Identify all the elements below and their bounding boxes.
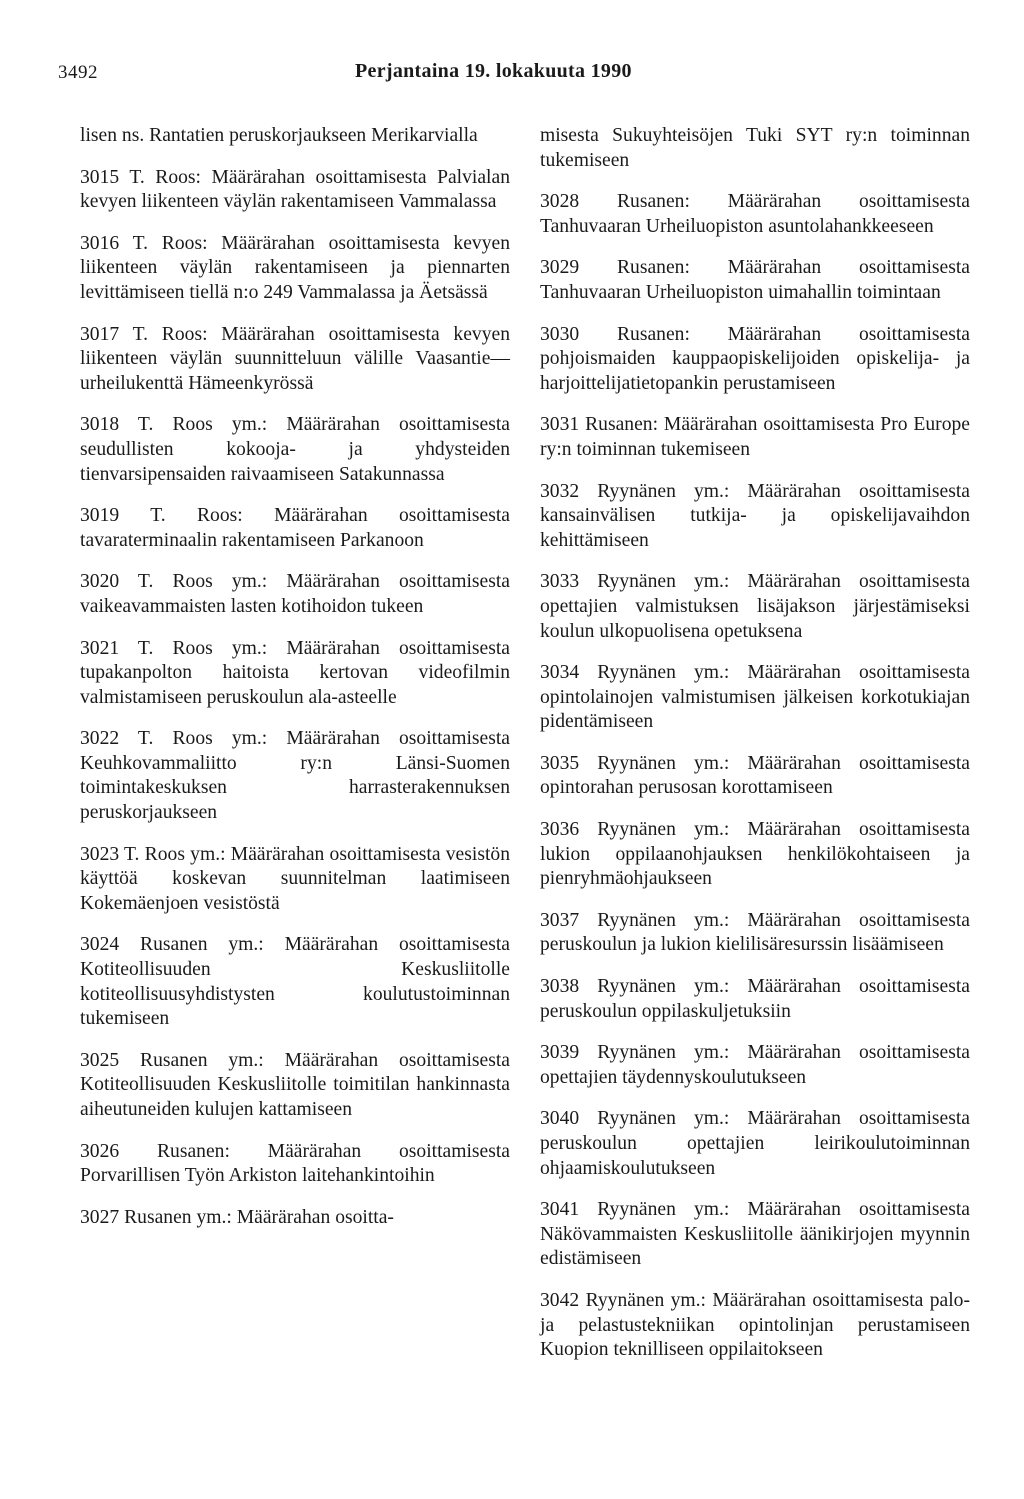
- motion-entry: lisen ns. Rantatien peruskorjaukseen Merikarvialla: [80, 125, 478, 146]
- motion-entry: 3018 T. Roos ym.: Määrärahan osoittamisesta seudullisten kokooja- ja yhdysteiden tienvarsipensaiden raivaamiseen Satakunnassa: [80, 414, 510, 485]
- left-column: [80, 124, 510, 1230]
- motion-entry: 3020 T. Roos ym.: Määrärahan osoittamisesta vaikeavammaisten lasten kotihoidon tukeen: [80, 571, 510, 617]
- motion-entry: 3035 Ryynänen ym.: Määrärahan osoittamisesta opintorahan perusosan korottamiseen: [540, 752, 970, 799]
- running-title: Perjantaina 19. lokakuuta 1990: [355, 60, 632, 82]
- motion-entry: 3030 Rusanen: Määrärahan osoittamisesta pohjoismaiden kauppaopiskelijoiden opiskelija- ja harjoittelijatietopankin perustamiseen: [540, 323, 970, 394]
- motion-entry: 3016 T. Roos: Määrärahan osoittamisesta kevyen liikenteen väylän rakentamiseen ja piennarten levittämiseen tiellä n:o 249 Vammalassa ja Äetsässä: [80, 232, 510, 303]
- motion-entry: 3027 Rusanen ym.: Määrärahan osoitta-: [80, 1206, 394, 1228]
- motion-entry: 3021 T. Roos ym.: Määrärahan osoittamisesta tupakanpolton haitoista kertovan videofilmin valmistamiseen peruskoulun ala-asteelle: [80, 637, 510, 708]
- motion-entry: misesta Sukuyhteisöjen Tuki SYT ry:n toiminnan tukemiseen: [540, 125, 970, 171]
- page-number: 3492: [58, 62, 98, 83]
- motion-entry: 3023 T. Roos ym.: Määrärahan osoittamisesta vesistön käyttöä koskevan suunnitelman laatimiseen Kokemäenjoen vesistöstä: [80, 843, 510, 914]
- motion-entry: 3025 Rusanen ym.: Määrärahan osoittamisesta Kotiteollisuuden Keskusliitolle toimitilan hankinnasta aiheutuneiden kulujen kattamiseen: [80, 1049, 510, 1120]
- motion-entry: 3038 Ryynänen ym.: Määrärahan osoittamisesta peruskoulun oppilaskuljetuksiin: [540, 976, 970, 1022]
- motion-entry: 3019 T. Roos: Määrärahan osoittamisesta tavaraterminaalin rakentamiseen Parkanoon: [80, 505, 510, 551]
- motion-entry: 3033 Ryynänen ym.: Määrärahan osoittamisesta opettajien valmistuksen lisäjakson järjestämiseksi koulun ulkopuolisena opetuksena: [540, 571, 970, 642]
- motion-entry: 3017 T. Roos: Määrärahan osoittamisesta kevyen liikenteen väylän suunnitteluun välille Vaasantie—urheilukenttä Hämeenkyrössä: [80, 323, 510, 394]
- motion-entry: 3037 Ryynänen ym.: Määrärahan osoittamisesta peruskoulun ja lukion kielilisäresurssin lisäämiseen: [540, 909, 970, 956]
- motion-entry: 3029 Rusanen: Määrärahan osoittamisesta Tanhuvaaran Urheiluopiston uimahallin toimintaan: [540, 257, 970, 303]
- motion-entry: 3031 Rusanen: Määrärahan osoittamisesta Pro Europe ry:n toiminnan tukemiseen: [540, 414, 970, 460]
- motion-entry: 3036 Ryynänen ym.: Määrärahan osoittamisesta lukion oppilaanohjauksen henkilökohtaiseen ja pienryhmäohjaukseen: [540, 819, 970, 890]
- motion-entry: 3041 Ryynänen ym.: Määrärahan osoittamisesta Näkövammaisten Keskusliitolle äänikirjojen myynnin edistämiseen: [540, 1199, 970, 1270]
- motion-entry: 3028 Rusanen: Määrärahan osoittamisesta Tanhuvaaran Urheiluopiston asuntolahankkeeseen: [540, 191, 970, 237]
- motion-entry: 3042 Ryynänen ym.: Määrärahan osoittamisesta palo- ja pelastustekniikan opintolinjan perustamiseen Kuopion teknilliseen oppilaitokseen: [540, 1289, 970, 1361]
- motion-entry: 3022 T. Roos ym.: Määrärahan osoittamisesta Keuhkovammaliitto ry:n Länsi-Suomen toimintakeskuksen harrasterakennuksen peruskorjaukseen: [80, 728, 510, 824]
- motion-entry: 3026 Rusanen: Määrärahan osoittamisesta Porvarillisen Työn Arkiston laitehankintoihin: [80, 1140, 510, 1187]
- right-column: [540, 124, 970, 1363]
- motion-entry: 3032 Ryynänen ym.: Määrärahan osoittamisesta kansainvälisen tutkija- ja opiskelijavaihdon kehittämiseen: [540, 480, 970, 551]
- motion-entry: 3039 Ryynänen ym.: Määrärahan osoittamisesta opettajien täydennyskoulutukseen: [540, 1042, 970, 1088]
- motion-entry: 3015 T. Roos: Määrärahan osoittamisesta Palvialan kevyen liikenteen väylän rakentamiseen Vammalassa: [80, 166, 510, 213]
- motion-entry: 3034 Ryynänen ym.: Määrärahan osoittamisesta opintolainojen valmistumisen jälkeisen korkotukiajan pidentämiseen: [540, 662, 970, 733]
- motion-entry: 3040 Ryynänen ym.: Määrärahan osoittamisesta peruskoulun opettajien leirikoulutoiminnan ohjaamiskoulutukseen: [540, 1108, 970, 1179]
- motion-entry: 3024 Rusanen ym.: Määrärahan osoittamisesta Kotiteollisuuden Keskusliitolle kotiteollisuusyhdistysten koulutustoiminnan tukemiseen: [80, 934, 510, 1030]
